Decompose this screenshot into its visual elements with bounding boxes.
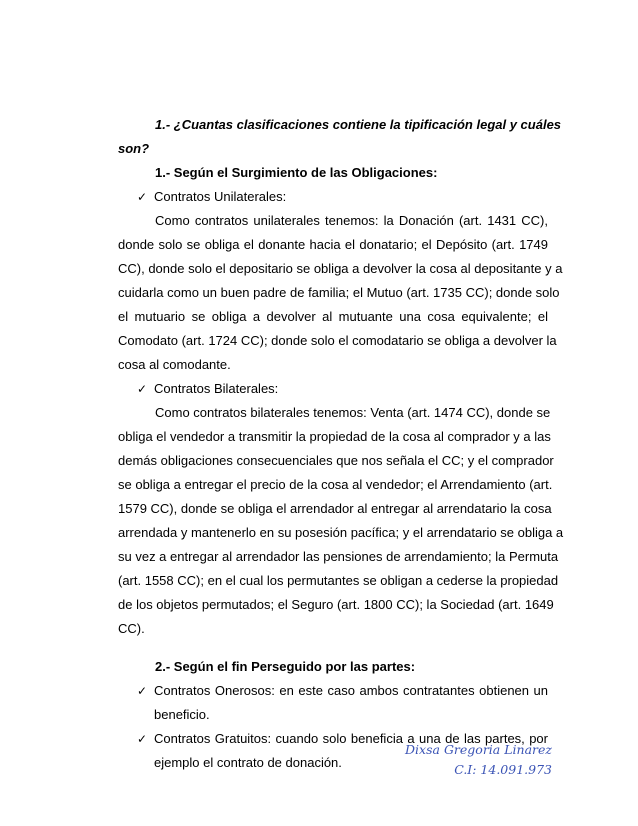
bilaterales-line-4: se obliga a entregar el precio de la cosa al vendedor; el Arrendamiento (art. (118, 477, 553, 492)
bilaterales-line-6: arrendada y mantenerlo en su posesión pacífica; y el arrendatario se obliga a (118, 525, 564, 540)
bilaterales-line-8: (art. 1558 CC); en el cual los permutantes se obligan a cederse la propiedad (118, 573, 559, 588)
bilaterales-line-5: 1579 CC), donde se obliga el arrendador al entregar al arrendatario la cosa (118, 501, 552, 516)
question-line-1: 1.- ¿Cuantas clasificaciones contiene la tipificación legal y cuáles (155, 117, 562, 132)
onerosos-line-2: beneficio. (154, 707, 210, 722)
bilaterales-line-10: CC). (118, 621, 145, 636)
gratuitos-line-1: Contratos Gratuitos: cuando solo beneficia a una de las partes, por (154, 731, 548, 746)
unilaterales-line-6: Comodato (art. 1724 CC); donde solo el comodatario se obliga a devolver la (118, 333, 557, 348)
check-mark-icon: ✓ (137, 732, 148, 746)
signature-name: Dixsa Gregoria Linarez (405, 742, 552, 757)
unilaterales-line-1: Como contratos unilaterales tenemos: la Donación (art. 1431 CC), (155, 213, 548, 228)
check-mark-icon: ✓ (137, 382, 148, 396)
bullet-bilaterales-label: Contratos Bilaterales: (154, 381, 279, 396)
bilaterales-line-9: de los objetos permutados; el Seguro (art. 1800 CC); la Sociedad (art. 1649 (118, 597, 554, 612)
section1-heading: 1.- Según el Surgimiento de las Obligaciones: (155, 165, 438, 180)
signature-id: C.I: 14.091.973 (454, 762, 552, 777)
unilaterales-line-5: el mutuario se obliga a devolver al mutuante una cosa equivalente; el (118, 309, 548, 324)
bullet-unilaterales-label: Contratos Unilaterales: (154, 189, 287, 204)
unilaterales-line-4: cuidarla como un buen padre de familia; el Mutuo (art. 1735 CC); donde solo (118, 285, 560, 300)
section2-heading: 2.- Según el fin Perseguido por las partes: (155, 659, 416, 674)
bilaterales-line-1: Como contratos bilaterales tenemos: Venta (art. 1474 CC), donde se (155, 405, 551, 420)
bilaterales-line-7: su vez a entregar al arrendador las pensiones de arrendamiento; la Permuta (118, 549, 559, 564)
check-mark-icon: ✓ (137, 190, 148, 204)
bilaterales-line-2: obliga el vendedor a transmitir la propiedad de la cosa al comprador y a las (118, 429, 551, 444)
unilaterales-line-2: donde solo se obliga el donante hacia el donatario; el Depósito (art. 1749 (118, 237, 548, 252)
check-mark-icon: ✓ (137, 684, 148, 698)
onerosos-line-1: Contratos Onerosos: en este caso ambos contratantes obtienen un (154, 683, 548, 698)
gratuitos-line-2: ejemplo el contrato de donación. (154, 755, 342, 770)
bilaterales-line-3: demás obligaciones consecuenciales que nos señala el CC; y el comprador (118, 453, 554, 468)
unilaterales-line-7: cosa al comodante. (118, 357, 231, 372)
unilaterales-line-3: CC), donde solo el depositario se obliga a devolver la cosa al depositante y a (118, 261, 563, 276)
question-line-2: son? (118, 141, 150, 156)
